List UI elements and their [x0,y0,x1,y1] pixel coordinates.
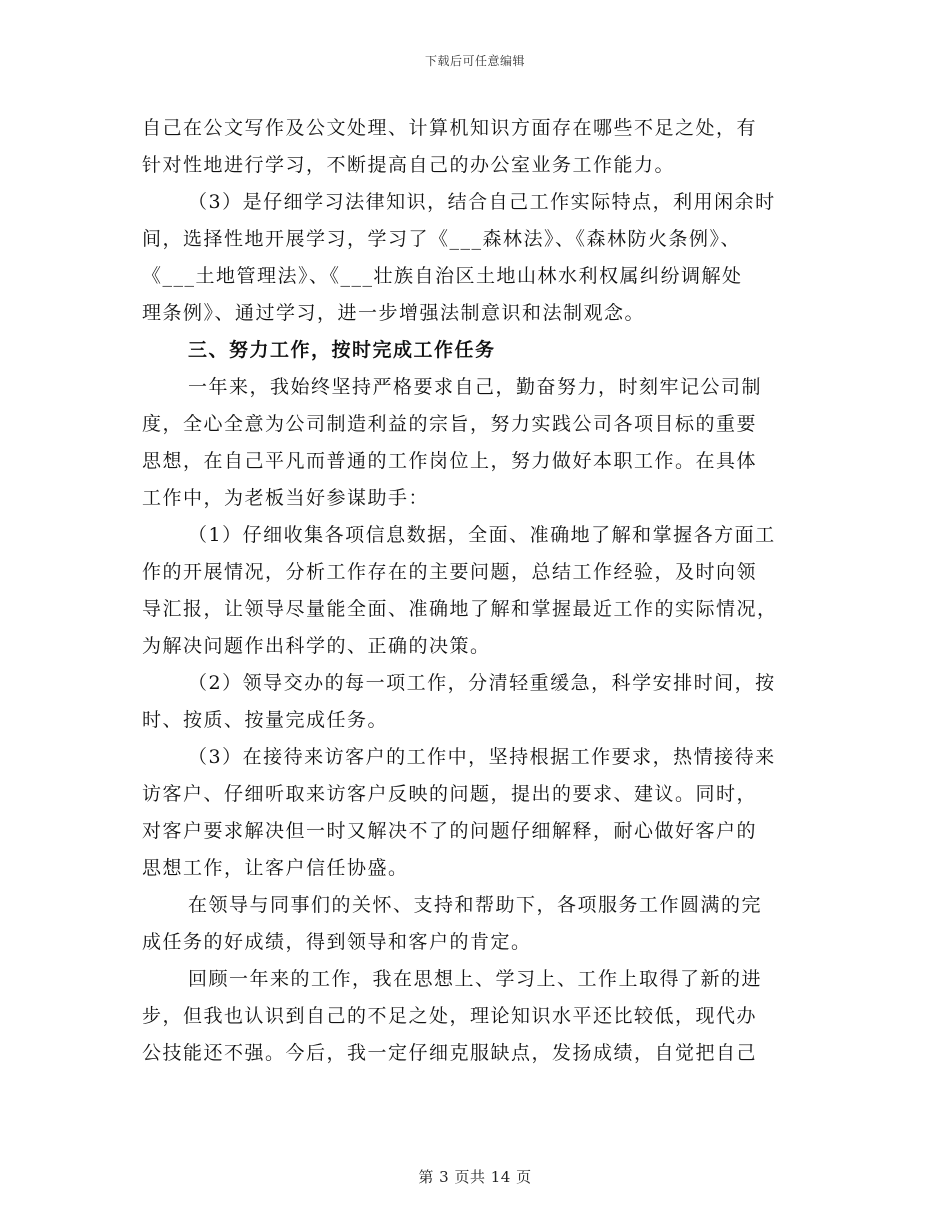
text-line: （3）在接待来访客户的工作中，坚持根据工作要求，热情接待来 [188,746,776,768]
paragraph-year-summary [142,369,810,517]
paragraph-item-1 [142,517,810,665]
text-line: 理条例》、通过学习，进一步增强法制意识和法制观念。 [142,302,646,324]
text-line: 针对性地进行学习，不断提高自己的办公室业务工作能力。 [142,154,676,176]
text-line: （3）是仔细学习法律知识，结合自己工作实际特点，利用闲余时 [188,191,776,213]
text-line: 公技能还不强。今后，我一定仔细克服缺点，发扬成绩，自觉把自己 [142,1042,758,1064]
document-body [142,110,810,1072]
text-line: 思想工作，让客户信任协盛。 [142,857,409,879]
text-line: 导汇报，让领导尽量能全面、准确地了解和掌握最近工作的实际情况， [142,598,778,620]
text-line: 自己在公文写作及公文处理、计算机知识方面存在哪些不足之处，有 [142,117,758,139]
text-line: 访客户、仔细听取来访客户反映的问题，提出的要求、建议。同时， [142,783,758,805]
paragraph-law-study [142,184,810,332]
paragraph-review [142,961,810,1072]
text-line: 对客户要求解决但一时又解决不了的问题仔细解释，耐心做好客户的 [142,820,758,842]
page-header: 下载后可任意编辑 [424,54,525,68]
paragraph-item-3 [142,739,810,887]
text-line: （1）仔细收集各项信息数据，全面、准确地了解和掌握各方面工 [188,524,776,546]
text-line: 作的开展情况，分析工作存在的主要问题，总结工作经验，及时向领 [142,561,758,583]
paragraph-continuation [142,110,810,184]
text-line: 思想，在自己平凡而普通的工作岗位上，努力做好本职工作。在具体 [142,450,758,472]
text-line: 工作中，为老板当好参谋助手： [142,487,430,509]
text-line: 在领导与同事们的关怀、支持和帮助下，各项服务工作圆满的完 [188,894,763,916]
text-line: 成任务的好成绩，得到领导和客户的肯定。 [142,931,532,953]
section-heading-text: 三、努力工作，按时完成工作任务 [188,339,496,361]
text-line: 为解决问题作出科学的、正确的决策。 [142,635,491,657]
text-line: 《___土地管理法》、《___壮族自治区土地山林水利权属纠纷调解处 [142,265,743,287]
text-line: （2）领导交办的每一项工作，分清轻重缓急，科学安排时间，按 [188,672,776,694]
text-line: 一年来，我始终坚持严格要求自己，勤奋努力，时刻牢记公司制 [188,376,763,398]
paragraph-item-2 [142,665,810,739]
text-line: 回顾一年来的工作，我在思想上、学习上、工作上取得了新的进 [188,968,763,990]
paragraph-achievement [142,887,810,961]
section-heading [142,332,810,369]
text-line: 步，但我也认识到自己的不足之处，理论知识水平还比较低，现代办 [142,1005,758,1027]
text-line: 度，全心全意为公司制造利益的宗旨，努力实践公司各项目标的重要 [142,413,758,435]
text-line: 时、按质、按量完成任务。 [142,709,389,731]
page-number-footer: 第 3 页共 14 页 [418,1168,532,1186]
text-line: 间，选择性地开展学习，学习了《___森林法》、《森林防火条例》、 [142,228,742,250]
